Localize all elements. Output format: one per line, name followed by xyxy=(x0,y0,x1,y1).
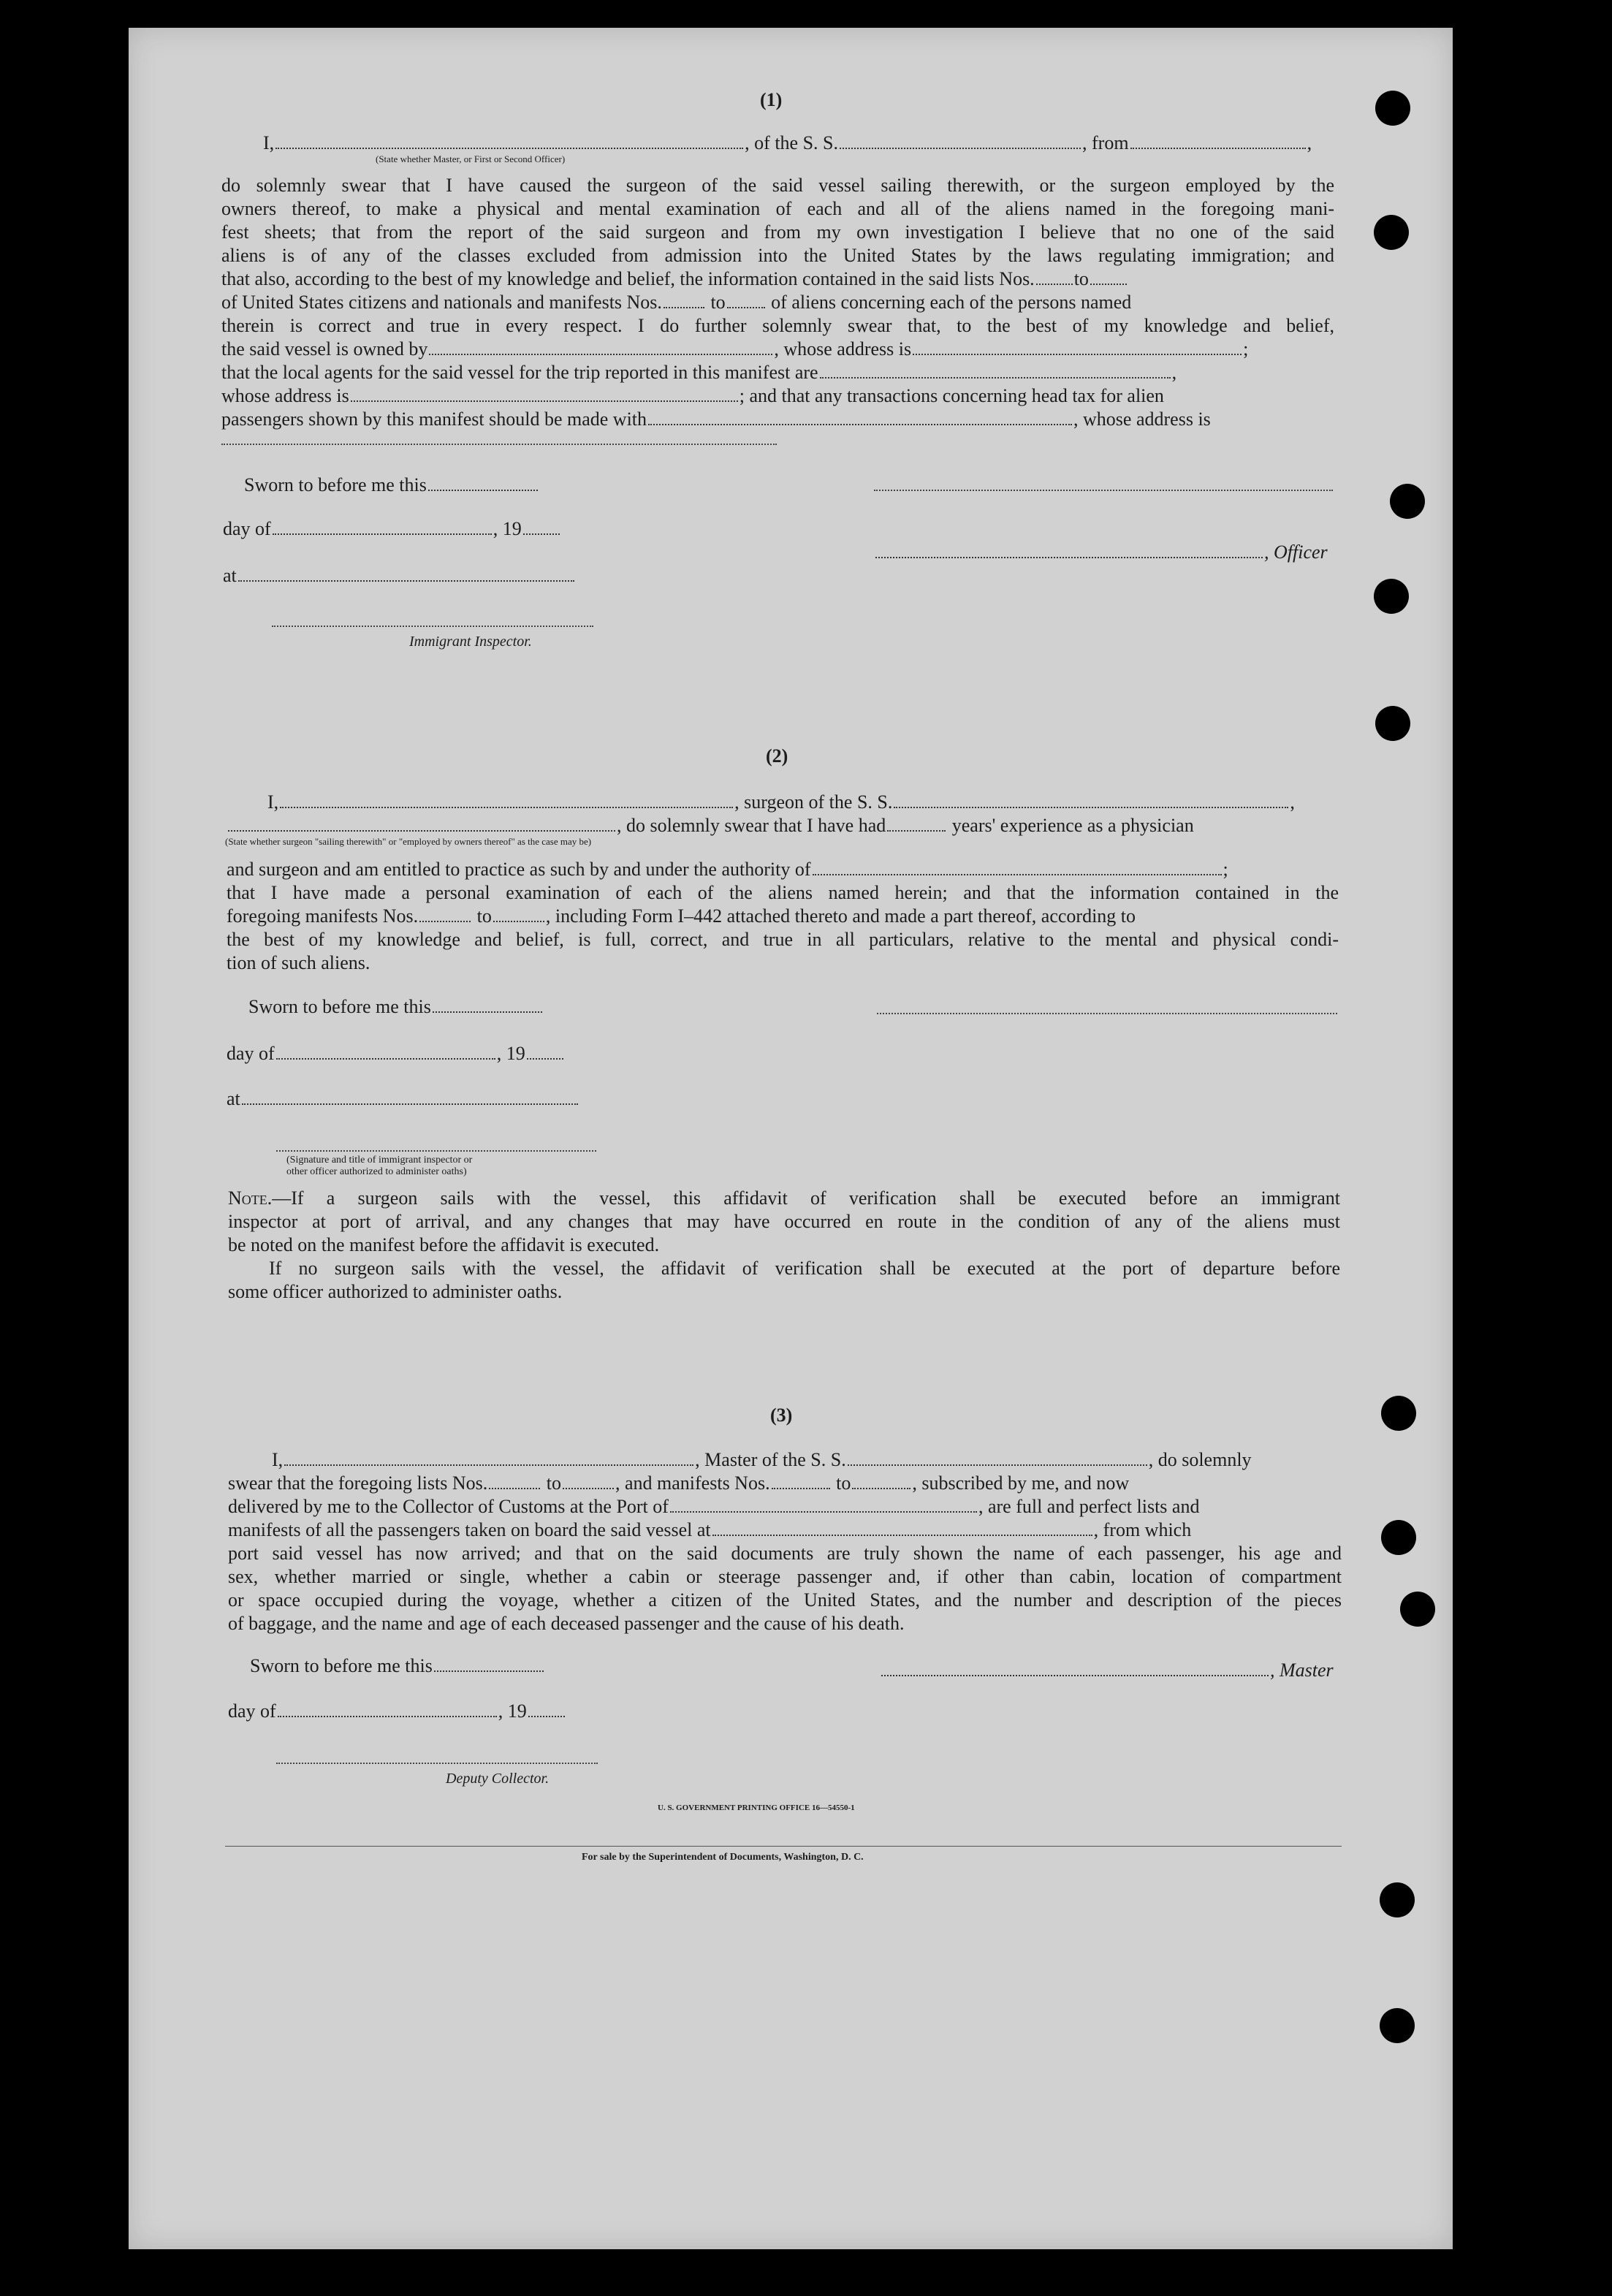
punch-hole xyxy=(1380,1882,1415,1917)
at-line: at xyxy=(223,564,576,588)
day-line: day of , 19 xyxy=(223,517,561,541)
section-number: (2) xyxy=(766,745,788,767)
oath-paragraph: and surgeon and am entitled to practice as such by and under the authority of ; that I have made a personal examination of each of the aliens named herein; and that the information contained in the foregoing manifests Nos. to , including Form I–442 attached thereto and made a part thereof, according to the best of my knowledge and belief, is full, correct, and true in all particulars, relative to the mental and physical condi- tion of such aliens. xyxy=(227,859,1339,973)
oath-line: , do solemnly swear that I have had years' experience as a physician xyxy=(227,814,1194,837)
signature-caption: other officer authorized to administer oaths) xyxy=(286,1166,467,1177)
sworn-line: Sworn to before me this xyxy=(248,995,544,1019)
punch-hole xyxy=(1374,215,1409,250)
punch-hole xyxy=(1381,1520,1416,1555)
signature-line xyxy=(874,490,1333,491)
punch-hole xyxy=(1374,579,1409,614)
oath-paragraph: do solemnly swear that I have caused the surgeon of the said vessel sailing therewith, or the surgeon employed by the owners thereof, to make a physical and mental examination of each and all of the aliens named in the foregoing mani- fest sheets; that from the report of the said surgeon and from my own investigation I believe that no one of the said aliens is of any of the classes excluded from admission into the United States by the laws regulating immigration; and that also, according to the best of my knowledge and belief, the information contained in the said lists Nos. to of United States citizens and nationals and manifests Nos. to of aliens concerning each of the persons named therein is correct and true in every respect. I do further solemnly swear that, to the best of my knowledge and belief, the said vessel is owned by , whose address is ; that the local agents for the said vessel for the trip reported in this manifest are , whose address is ; and that any transactions concerning head tax for alien passengers shown by this manifest should be made with , whose address is xyxy=(221,175,1334,430)
deputy-label: Deputy Collector. xyxy=(446,1771,550,1787)
master-line: , Master xyxy=(880,1659,1334,1682)
punch-hole xyxy=(1380,2008,1415,2043)
section-number: (1) xyxy=(760,89,783,110)
sworn-line: Sworn to before me this xyxy=(250,1654,545,1678)
signature-line xyxy=(877,1013,1337,1014)
blank-line xyxy=(221,444,777,445)
sworn-line: Sworn to before me this xyxy=(244,474,539,497)
punch-hole xyxy=(1375,706,1410,741)
at-line: at xyxy=(227,1087,579,1111)
note-paragraph: Note.—If a surgeon sails with the vessel, this affidavit of verification shall be executed before an immigrant inspector at port of arrival, and any changes that may have occurred en route in the condition of any of the aliens must be noted on the manifest before the affidavit is executed. If no surgeon sails with the vessel, the affidavit of verification shall be executed at the port of departure before some officer authorized to administer oaths. xyxy=(228,1187,1340,1302)
oath-line: I, , Master of the S. S. , do solemnly xyxy=(272,1449,1252,1470)
officer-line: , Officer xyxy=(874,541,1328,564)
signature-line xyxy=(272,626,593,627)
punch-hole xyxy=(1375,91,1410,126)
inspector-label: Immigrant Inspector. xyxy=(409,634,532,650)
printing-office: U. S. GOVERNMENT PRINTING OFFICE 16—54550-1 xyxy=(658,1803,855,1812)
day-line: day of , 19 xyxy=(227,1042,565,1065)
sale-notice: For sale by the Superintendent of Documents, Washington, D. C. xyxy=(582,1852,864,1863)
oath-paragraph: swear that the foregoing lists Nos. to , and manifests Nos. to , subscribed by me, and now delivered by me to the Collector of Customs at the Port of , are full and perfect lists and manifests of all the passengers taken on board the said vessel at , from which port said vessel has now arrived; and that on the said documents are truly shown the name of each passenger, his age and sex, whether married or single, whether a cabin or steerage passenger and, if other than cabin, location of compartment or space occupied during the voyage, whether a citizen of the United States, and the number and description of the pieces of baggage, and the name and age of each deceased passenger and the cause of his death. xyxy=(228,1472,1342,1634)
day-line: day of , 19 xyxy=(228,1700,566,1723)
oath-line: I, , of the S. S. , from , xyxy=(263,132,1312,153)
footer-rule xyxy=(225,1846,1342,1847)
signature-line xyxy=(276,1763,598,1764)
punch-hole xyxy=(1381,1396,1416,1431)
field-note: (State whether Master, or First or Second Officer) xyxy=(376,153,566,164)
signature-caption: (Signature and title of immigrant inspector or xyxy=(286,1155,473,1166)
signature-line xyxy=(276,1150,596,1152)
punch-hole xyxy=(1400,1592,1435,1627)
punch-hole xyxy=(1390,484,1425,519)
section-number: (3) xyxy=(770,1404,793,1426)
field-note: (State whether surgeon "sailing therewith" or "employed by owners thereof" as the case may be) xyxy=(225,836,592,847)
oath-line: I, , surgeon of the S. S. , xyxy=(267,791,1295,813)
